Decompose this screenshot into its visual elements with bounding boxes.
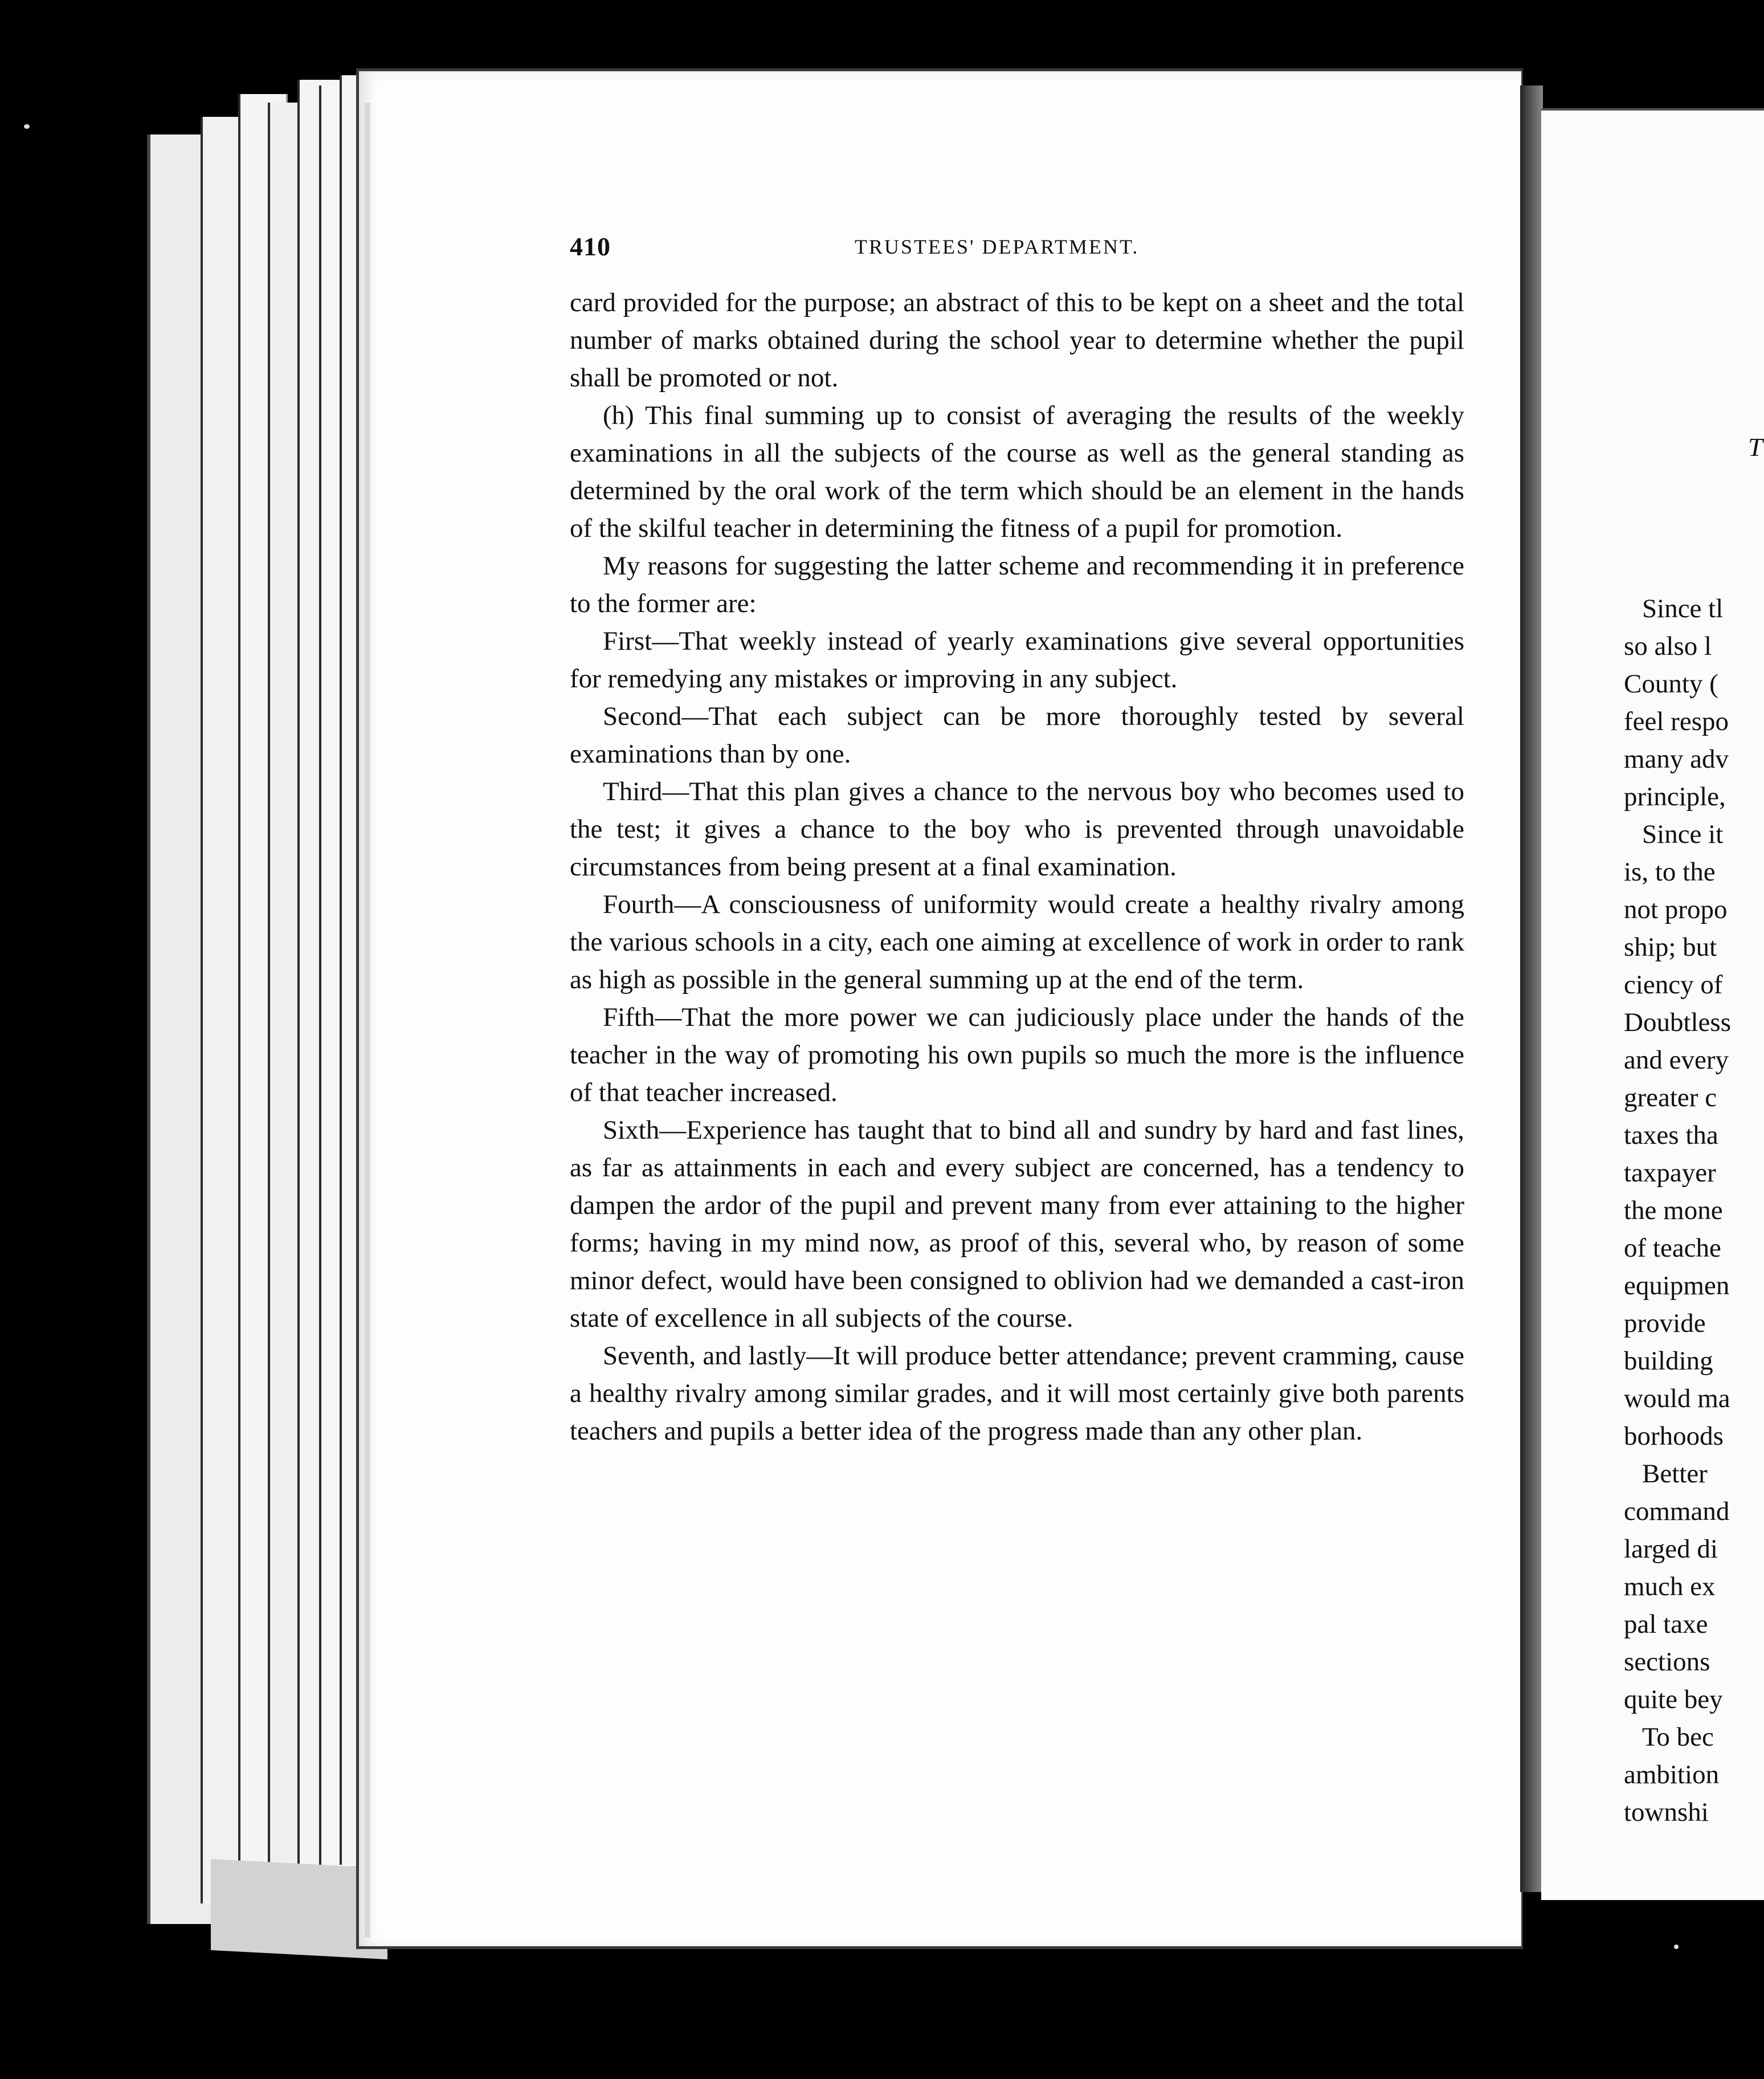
paragraph: Third—That this plan gives a chance to the nervous boy who becomes used to the test; it gives a chance to the boy who is prevented through unavoidable circumstances from being present at a final examination. — [570, 777, 1464, 882]
paragraph: My reasons for suggesting the latter scheme and recommending it in preference to the former are: — [570, 551, 1464, 618]
facing-page-line: equipmen — [1624, 1271, 1730, 1301]
facing-page-line: of teache — [1624, 1233, 1721, 1263]
page-number: 410 — [570, 232, 611, 261]
facing-page-line: much ex — [1624, 1572, 1716, 1601]
page-edge-rule — [365, 103, 370, 1938]
facing-page-line: quite bey — [1624, 1685, 1723, 1714]
facing-page-line: Doubtless — [1624, 1008, 1731, 1037]
facing-page-line: so also l — [1624, 631, 1712, 661]
paragraph: (h) This final summing up to consist of averaging the results of the weekly examinations in all the subjects of the course as well as the general standing as determined by the oral work of the term which should be an element in the hands of the skilful teacher in determining the fitness of a pupil for promotion. — [570, 401, 1464, 543]
facing-page-line: townshi — [1624, 1797, 1709, 1827]
facing-page-line: Since tl — [1642, 594, 1724, 623]
facing-page-line: would ma — [1624, 1384, 1730, 1413]
running-header — [570, 228, 1464, 268]
facing-page-line: feel respo — [1624, 707, 1729, 736]
facing-page-line: County ( — [1624, 669, 1718, 699]
paragraph: First—That weekly instead of yearly examinations give several opportunities for remedying any mistakes or improving in any subject. — [570, 626, 1464, 694]
scan-speck — [1674, 1945, 1679, 1949]
facing-page-text — [1624, 590, 1764, 1831]
facing-page-line: taxpayer — [1624, 1158, 1716, 1188]
facing-page-line: the mone — [1624, 1196, 1723, 1225]
facing-page-line: ambition — [1624, 1760, 1720, 1789]
paragraph: Sixth—Experience has taught that to bind all and sundry by hard and fast lines, as far as attainments in each and every subject are concerned, has a tendency to dampen the ardor of the pupil and prevent many from ever attaining to the higher forms; having in my mind now, as proof of this, several who, by reason of some minor defect, would have been consigned to oblivion had we demanded a cast-iron state of excellence in all subjects of the course. — [570, 1115, 1464, 1333]
facing-page-line: Since it — [1642, 820, 1724, 849]
running-title: TRUSTEES' DEPARTMENT. — [855, 235, 1140, 258]
facing-page-line: command — [1624, 1497, 1730, 1526]
facing-page-line: borhoods — [1624, 1421, 1724, 1451]
facing-page-line: To bec — [1642, 1722, 1714, 1752]
facing-page-line: provide — [1624, 1308, 1706, 1338]
facing-page-line: sections — [1624, 1647, 1710, 1677]
paragraph: Seventh, and lastly—It will produce better attendance; prevent cramming, cause a healthy rivalry among similar grades, and it will most certainly give both parents teachers and pupils a better idea of the progress made than any other plan. — [570, 1341, 1464, 1446]
facing-page-line: taxes tha — [1624, 1120, 1718, 1150]
facing-page-line: Better — [1642, 1459, 1708, 1489]
facing-heading-fragment: T — [1748, 433, 1763, 462]
facing-page-line: ship; but — [1624, 932, 1717, 962]
facing-page-line: greater c — [1624, 1083, 1717, 1112]
facing-page-line: and every — [1624, 1045, 1729, 1075]
facing-page-line: not propo — [1624, 895, 1728, 924]
paragraph: Fifth—That the more power we can judiciously place under the hands of the teacher in the way of promoting his own pupils so much the more is the influence of that teacher increased. — [570, 1002, 1464, 1107]
scan-speck — [24, 124, 30, 129]
facing-page-line: larged di — [1624, 1534, 1718, 1564]
body-text — [570, 284, 1464, 1450]
facing-page-line: ciency of — [1624, 970, 1723, 1000]
paragraph: Fourth—A consciousness of uniformity would create a healthy rivalry among the various schools in a city, each one aiming at excellence of work in order to rank as high as possible in the general summing up at the end of the term. — [570, 890, 1464, 994]
paragraph: Second—That each subject can be more thoroughly tested by several examinations than by one. — [570, 702, 1464, 769]
paragraph: card provided for the purpose; an abstract of this to be kept on a sheet and the total number of marks obtained during the school year to determine whether the pupil shall be promoted or not. — [570, 288, 1464, 393]
facing-page-line: building — [1624, 1346, 1713, 1376]
facing-page-line: pal taxe — [1624, 1609, 1708, 1639]
facing-page-line: principle, — [1624, 782, 1726, 812]
book-gutter — [1520, 85, 1543, 1892]
facing-page-line: many adv — [1624, 744, 1729, 774]
facing-page-line: is, to the — [1624, 857, 1716, 887]
